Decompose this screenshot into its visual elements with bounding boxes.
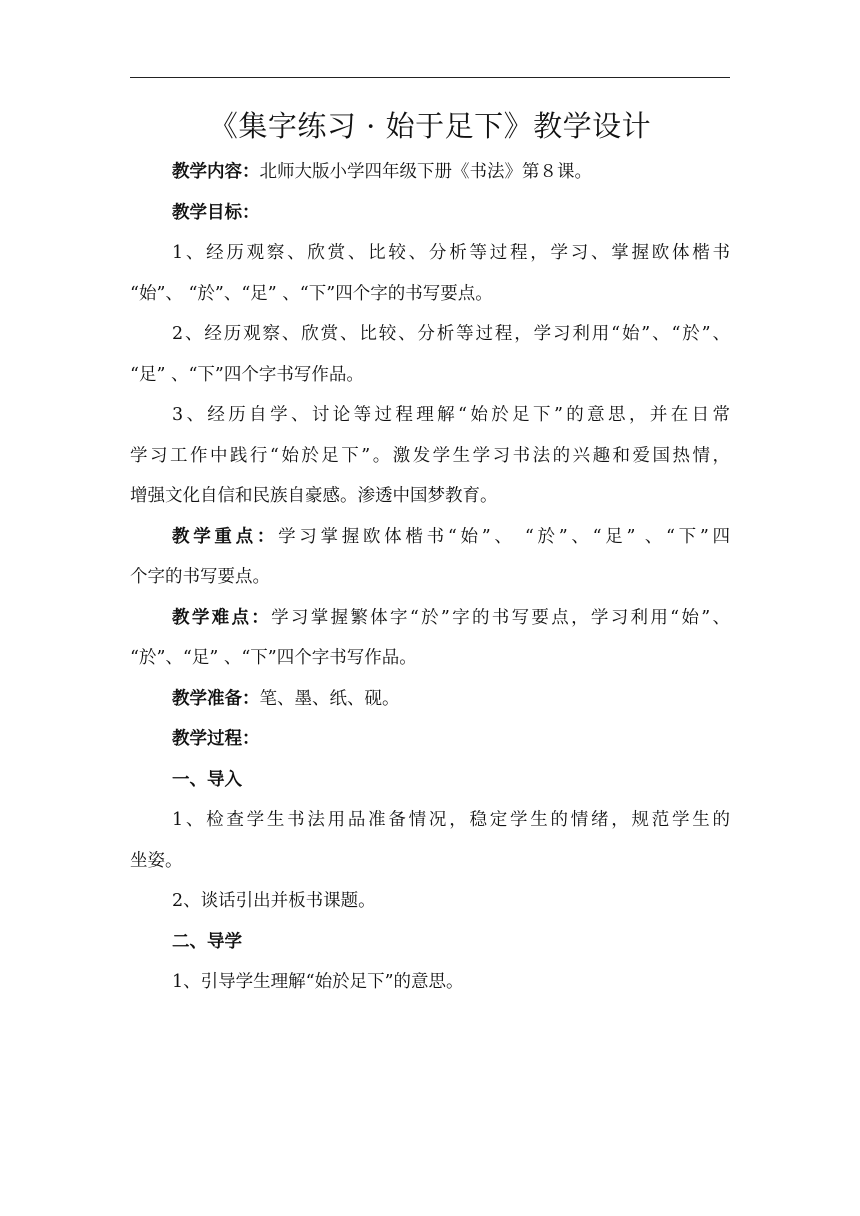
paragraph-text: 学习掌握欧体楷书“始”、 “於”、“足” 、“下”四 xyxy=(278,526,730,547)
header-rule xyxy=(130,77,730,78)
paragraph-line: 增强文化自信和民族自豪感。渗透中国梦教育。 xyxy=(130,486,498,506)
paragraph-teaching-focus xyxy=(130,517,730,558)
paragraph-text: 学习掌握繁体字“於”字的书写要点，学习利用“始”、 xyxy=(271,607,730,628)
paragraph-label: 教学重点： xyxy=(172,526,279,547)
paragraph-line: 1、检查学生书法用品准备情况，稳定学生的情绪，规范学生的 xyxy=(172,810,730,830)
paragraph-text: 笔、墨、纸、砚。 xyxy=(259,688,400,709)
paragraph-line: 2、经历观察、欣赏、比较、分析等过程，学习利用“始”、“於”、 xyxy=(172,324,730,344)
paragraph-label: 教学过程： xyxy=(172,729,260,749)
paragraph-line: “於”、“足” 、“下”四个字书写作品。 xyxy=(130,648,417,668)
paragraph-label: 教学准备： xyxy=(172,688,260,709)
paragraph-line: 个字的书写要点。 xyxy=(130,567,270,587)
section-heading-intro xyxy=(130,760,730,801)
paragraph-line: 1、引导学生理解“始於足下”的意思。 xyxy=(172,972,464,992)
paragraph-line: 2、谈话引出并板书课题。 xyxy=(172,891,376,911)
paragraph-teaching-goals-heading xyxy=(130,193,730,234)
paragraph-line: 1、经历观察、欣赏、比较、分析等过程，学习、掌握欧体楷书 xyxy=(172,243,730,263)
paragraph-label: 二、导学 xyxy=(172,931,242,952)
paragraph-teaching-difficulty xyxy=(130,598,730,639)
paragraph-text: 北师大版小学四年级下册《书法》第８课。 xyxy=(259,162,592,182)
paragraph-teaching-process-heading xyxy=(130,719,730,760)
section-heading-guided-study xyxy=(130,922,730,963)
paragraph-teaching-preparation xyxy=(130,679,730,720)
paragraph-line: 3、经历自学、讨论等过程理解“始於足下”的意思，并在日常 xyxy=(172,405,730,425)
paragraph-teaching-content xyxy=(130,152,730,193)
paragraph-line: “足” 、“下”四个字书写作品。 xyxy=(130,364,364,385)
paragraph-line: “始”、 “於”、“足” 、“下”四个字的书写要点。 xyxy=(130,283,493,304)
paragraph-label: 一、导入 xyxy=(172,769,242,790)
paragraph-line: 学习工作中践行“始於足下”。激发学生学习书法的兴趣和爱国热情， xyxy=(130,445,730,466)
paragraph-label: 教学难点： xyxy=(172,607,272,628)
paragraph-label: 教学内容： xyxy=(172,162,260,182)
document-title: 《集字练习 · 始于足下》教学设计 xyxy=(208,109,652,143)
paragraph-line: 坐姿。 xyxy=(130,850,183,871)
paragraph-label: 教学目标： xyxy=(172,202,260,223)
document-body xyxy=(130,152,730,1003)
